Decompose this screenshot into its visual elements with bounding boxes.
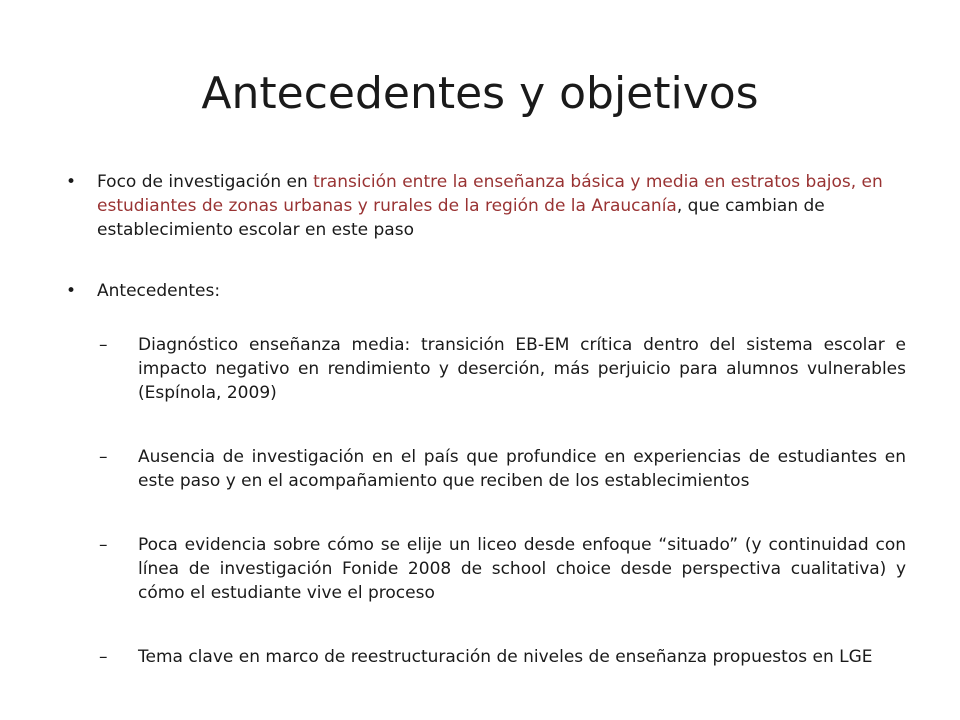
dash-icon: –	[99, 335, 108, 355]
subitem-text: Diagnóstico enseñanza media: transición EB-EM crítica dentro del sistema escolar e impacto negativo en rendimiento y deserción, más perjuicio para alumnos vulnerables (Espínola, 2009)	[138, 335, 906, 403]
subitem-text: Ausencia de investigación en el país que profundice en experiencias de estudiantes en este paso y en el acompañamiento que reciben de los establecimientos	[138, 447, 906, 491]
bullet-antecedentes	[66, 279, 906, 303]
subitem-evidencia	[66, 533, 906, 605]
bullet-icon: •	[66, 172, 77, 192]
bullet-focus-suffix: , que cambian de establecimiento escolar en este paso	[97, 196, 825, 240]
dash-icon: –	[99, 447, 108, 467]
dash-icon: –	[99, 535, 108, 555]
subitem-text: Tema clave en marco de reestructuración de niveles de enseñanza propuestos en LGE	[138, 647, 873, 667]
bullet-focus-prefix: Foco de investigación en	[97, 172, 314, 192]
slide-content	[66, 170, 906, 669]
subitem-diagnostico	[66, 333, 906, 405]
bullet-antecedentes-label: Antecedentes:	[97, 281, 221, 301]
subitem-tema-clave	[66, 645, 906, 669]
subitem-text: Poca evidencia sobre cómo se elije un liceo desde enfoque “situado” (y continuidad con línea de investigación Fonide 2008 de school choice desde perspectiva cualitativa) y cómo el estudiante vive el proceso	[138, 535, 906, 603]
bullet-focus	[66, 170, 906, 242]
subitem-ausencia	[66, 445, 906, 493]
bullet-focus-highlight: transición entre la enseñanza básica y media en estratos bajos, en estudiantes de zonas urbanas y rurales de la región de la Araucanía	[97, 172, 883, 216]
bullet-icon: •	[66, 281, 77, 301]
dash-icon: –	[99, 647, 108, 667]
slide-title: Antecedentes y objetivos	[201, 68, 759, 119]
